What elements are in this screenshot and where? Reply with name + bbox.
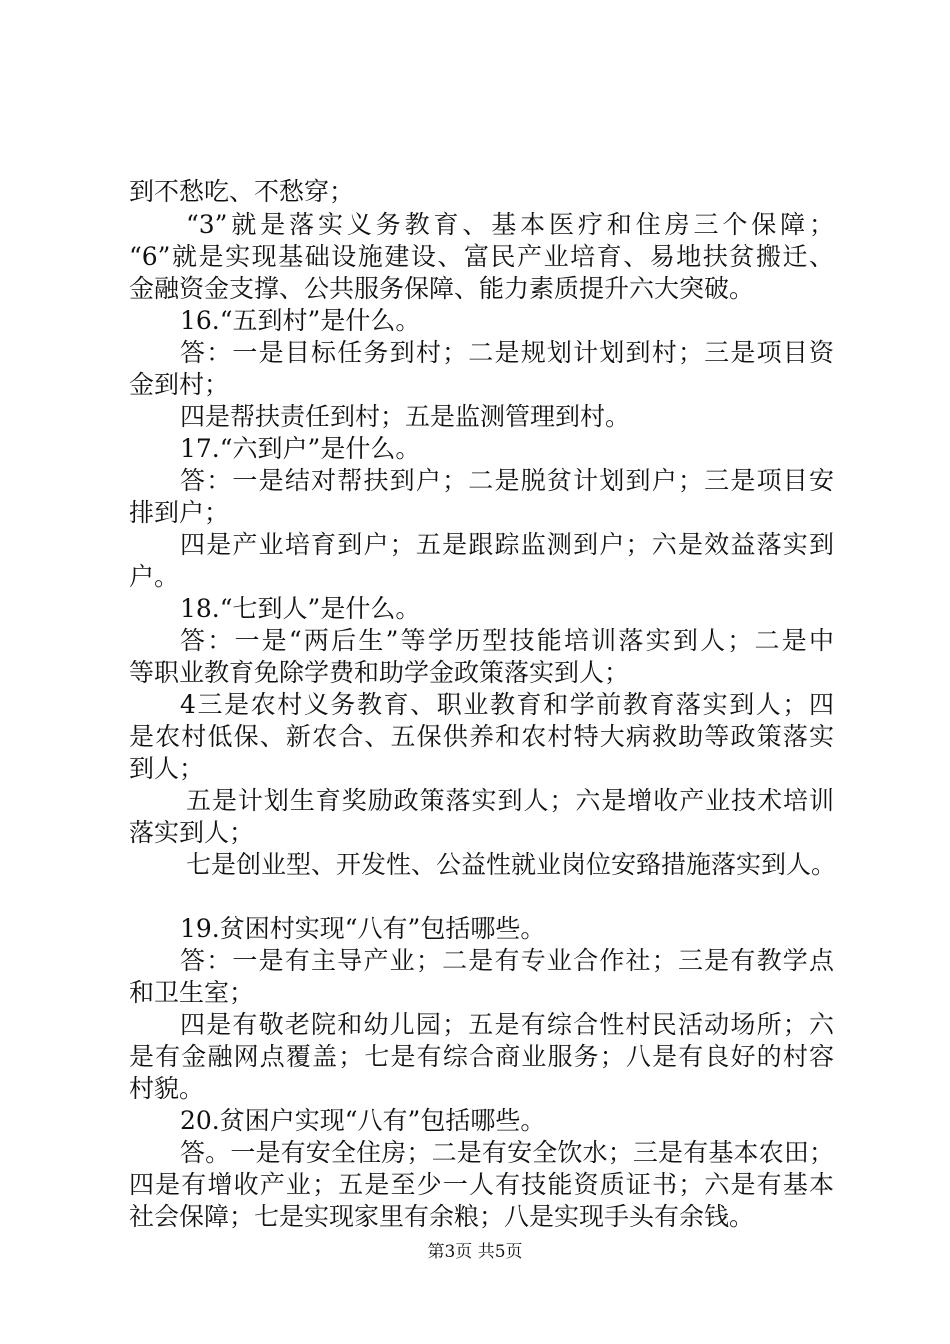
- text-line: 是农村低保、新农合、五保供养和农村特大病救助等政策落实: [129, 722, 834, 751]
- text-line: 四是帮扶责任到村；五是监测管理到村。: [180, 402, 631, 431]
- text-line: 答：一是“两后生”等学历型技能培训落实到人；二是中: [180, 626, 834, 655]
- question-heading: 20.贫困户实现“八有”包括哪些。: [180, 1106, 546, 1135]
- text-line: 到人；: [129, 754, 205, 783]
- text-line: 4三是农村义务教育、职业教育和学前教育落实到人；四: [180, 690, 834, 719]
- text-line: 四是有增收产业；五是至少一人有技能资质证书；六是有基本: [129, 1170, 834, 1199]
- page-number-footer: 第3页 共5页: [427, 1242, 523, 1262]
- text-line: 等职业教育免除学费和助学金政策落实到人；: [129, 658, 630, 687]
- text-line: 到不愁吃、不愁穿；: [129, 177, 355, 206]
- text-line: 金融资金支撑、公共服务保障、能力素质提升六大突破。: [129, 274, 755, 303]
- text-line: 答：一是有主导产业；二是有专业合作社；三是有教学点: [180, 946, 834, 975]
- text-line: 七是创业型、开发性、公益性就业岗位安臵措施落实到人。: [186, 850, 837, 879]
- text-line: “6”就是实现基础设施建设、富民产业培育、易地扶贫搬迁、: [129, 242, 834, 271]
- text-line: 四是产业培育到户；五是跟踪监测到户；六是效益落实到: [180, 530, 834, 559]
- text-line: 落实到人；: [129, 818, 255, 847]
- text-line: 排到户；: [129, 498, 230, 527]
- text-line: 四是有敬老院和幼儿园；五是有综合性村民活动场所；六: [180, 1010, 834, 1039]
- question-heading: 17.“六到户”是什么。: [180, 434, 421, 463]
- text-line: 答：一是目标任务到村；二是规划计划到村；三是项目资: [180, 338, 834, 367]
- text-line: 是有金融网点覆盖；七是有综合商业服务；八是有良好的村容: [129, 1042, 834, 1071]
- text-line: 社会保障；七是实现家里有余粮；八是实现手头有余钱。: [129, 1202, 755, 1231]
- question-heading: 19.贫困村实现“八有”包括哪些。: [180, 914, 546, 943]
- text-line: 五是计划生育奖励政策落实到人；六是增收产业技术培训: [186, 786, 834, 815]
- text-line: 金到村；: [129, 370, 230, 399]
- text-line: “3”就是落实义务教育、基本医疗和住房三个保障；: [186, 210, 834, 239]
- question-heading: 18.“七到人”是什么。: [180, 594, 421, 623]
- text-line: 答。一是有安全住房；二是有安全饮水；三是有基本农田；: [180, 1138, 834, 1167]
- text-line: 答：一是结对帮扶到户；二是脱贫计划到户；三是项目安: [180, 466, 834, 495]
- text-line: 户。: [129, 562, 180, 591]
- text-line: 村貌。: [129, 1074, 205, 1103]
- text-line: 和卫生室；: [129, 978, 255, 1007]
- question-heading: 16.“五到村”是什么。: [180, 306, 421, 335]
